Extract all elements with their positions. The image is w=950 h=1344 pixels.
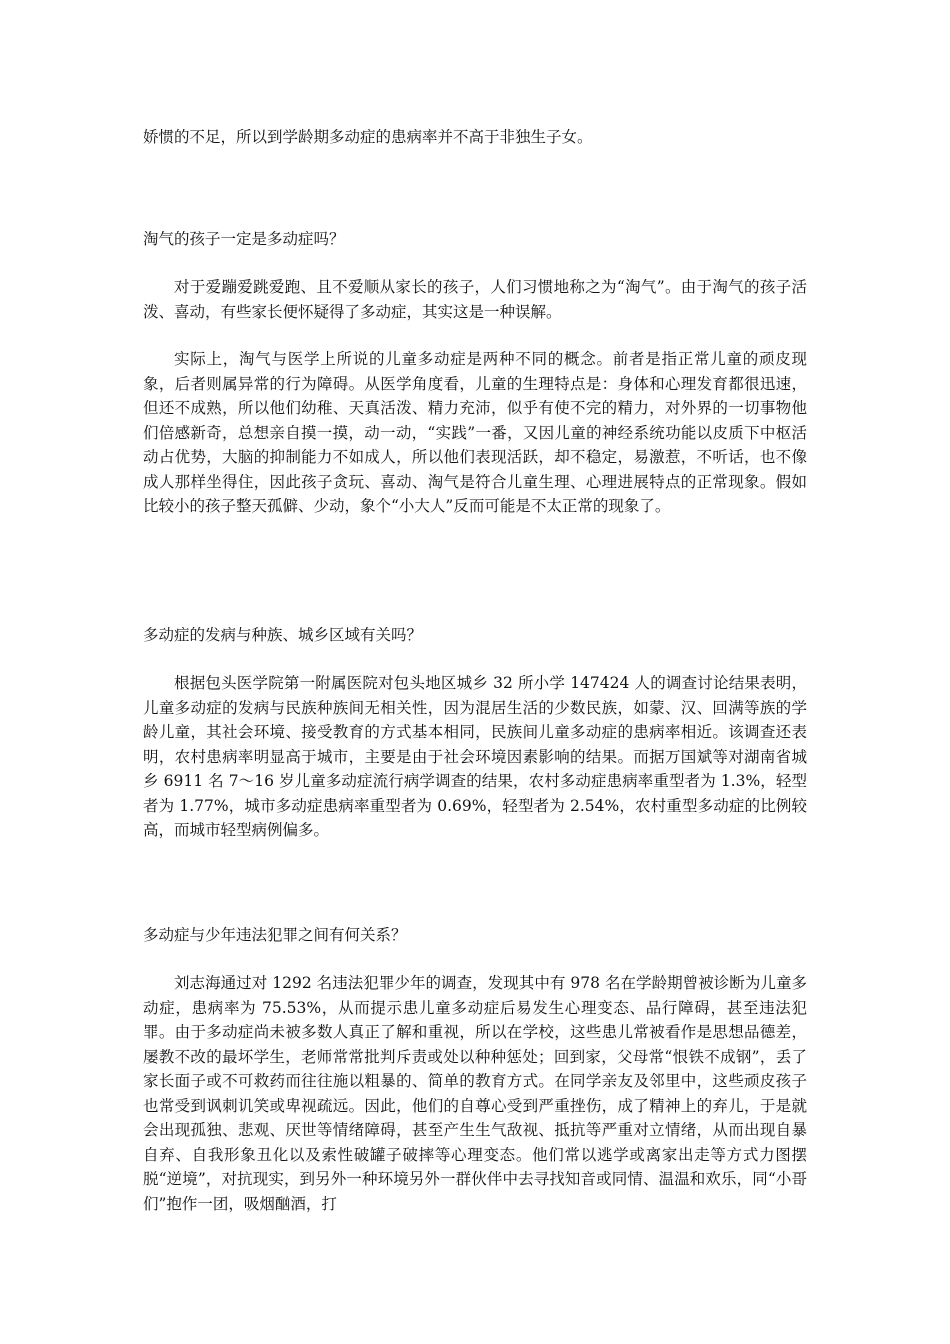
section-heading-naughty-child: 淘气的孩子一定是多动症吗？ xyxy=(143,230,345,248)
section-heading-ethnicity-region: 多动症的发病与种族、城乡区域有关吗？ xyxy=(143,626,423,644)
paragraph-survey-results: 根据包头医学院第一附属医院对包头地区城乡 32 所小学 147424 人的调查讨论结果表明，儿童多动症的发病与民族种族间无相关性，因为混居生活的少数民族，如蒙、汉、回满等族的学龄儿童，其社会环境、接受教育的方式基本相同，民族间儿童多动症的患病率相近。该调查还表明，农村患病率明显高于城市，主要是由于社会环境因素影响的结果。而据万国斌等对湖南省城乡 6911 名 7～16 岁儿童多动症流行病学调查的结果，农村多动症患病率重型者为 1.3%，轻型者为 1.77%，城市多动症患病率重型者为 0.69%，轻型者为 2.54%，农村重型多动症的比例较高，而城市轻型病例偏多。 xyxy=(143,674,807,839)
section-heading-delinquency: 多动症与少年违法犯罪之间有何关系？ xyxy=(143,926,407,944)
paragraph-naughty-definition: 对于爱蹦爱跳爱跑、且不爱顺从家长的孩子，人们习惯地称之为“淘气”。由于淘气的孩子活泼、喜动，有些家长便怀疑得了多动症，其实这是一种误解。 xyxy=(143,278,807,321)
paragraph-naughty-vs-adhd: 实际上，淘气与医学上所说的儿童多动症是两种不同的概念。前者是指正常儿童的顽皮现象，后者则属异常的行为障碍。从医学角度看，儿童的生理特点是：身体和心理发育都很迅速，但还不成熟，所以他们幼稚、天真活泼、精力充沛，似乎有使不完的精力，对外界的一切事物他们倍感新奇，总想亲自摸一摸，动一动，“实践”一番，又因儿童的神经系统功能以皮质下中枢活动占优势，大脑的抑制能力不如成人，所以他们表现活跃，却不稳定，易激惹，不听话，也不像成人那样坐得住，因此孩子贪玩、喜动、淘气是符合儿童生理、心理进展特点的正常现象。假如比较小的孩子整天孤僻、少动，象个“小大人”反而可能是不太正常的现象了。 xyxy=(143,350,807,515)
paragraph-intro-tail: 娇惯的不足，所以到学龄期多动症的患病率并不高于非独生子女。 xyxy=(143,128,593,146)
paragraph-delinquency-study: 刘志海通过对 1292 名违法犯罪少年的调查，发现其中有 978 名在学龄期曾被诊断为儿童多动症，患病率为 75.53%，从而提示患儿童多动症后易发生心理变态、品行障碍，甚至违法犯罪。由于多动症尚未被多数人真正了解和重视，所以在学校，这些患儿常被看作是思想品德差，屡教不改的最坏学生，老师常常批判斥责或处以种种惩处；回到家，父母常“恨铁不成钢”，丢了家长面子或不可救药而往往施以粗暴的、简单的教育方式。在同学亲友及邻里中，这些顽皮孩子也常受到讽刺讥笑或卑视疏远。因此，他们的自尊心受到严重挫伤，成了精神上的弃儿，于是就会出现孤独、悲观、厌世等情绪障碍，甚至产生生气敌视、抵抗等严重对立情绪，从而出现自暴自弃、自我形象丑化以及索性破罐子破摔等心理变态。他们常以逃学或离家出走等方式力图摆脱“逆境”，对抗现实，到另外一种环境另外一群伙伴中去寻找知音或同情、温温和欢乐，同“小哥们”抱作一团，吸烟酗酒，打 xyxy=(143,974,807,1213)
